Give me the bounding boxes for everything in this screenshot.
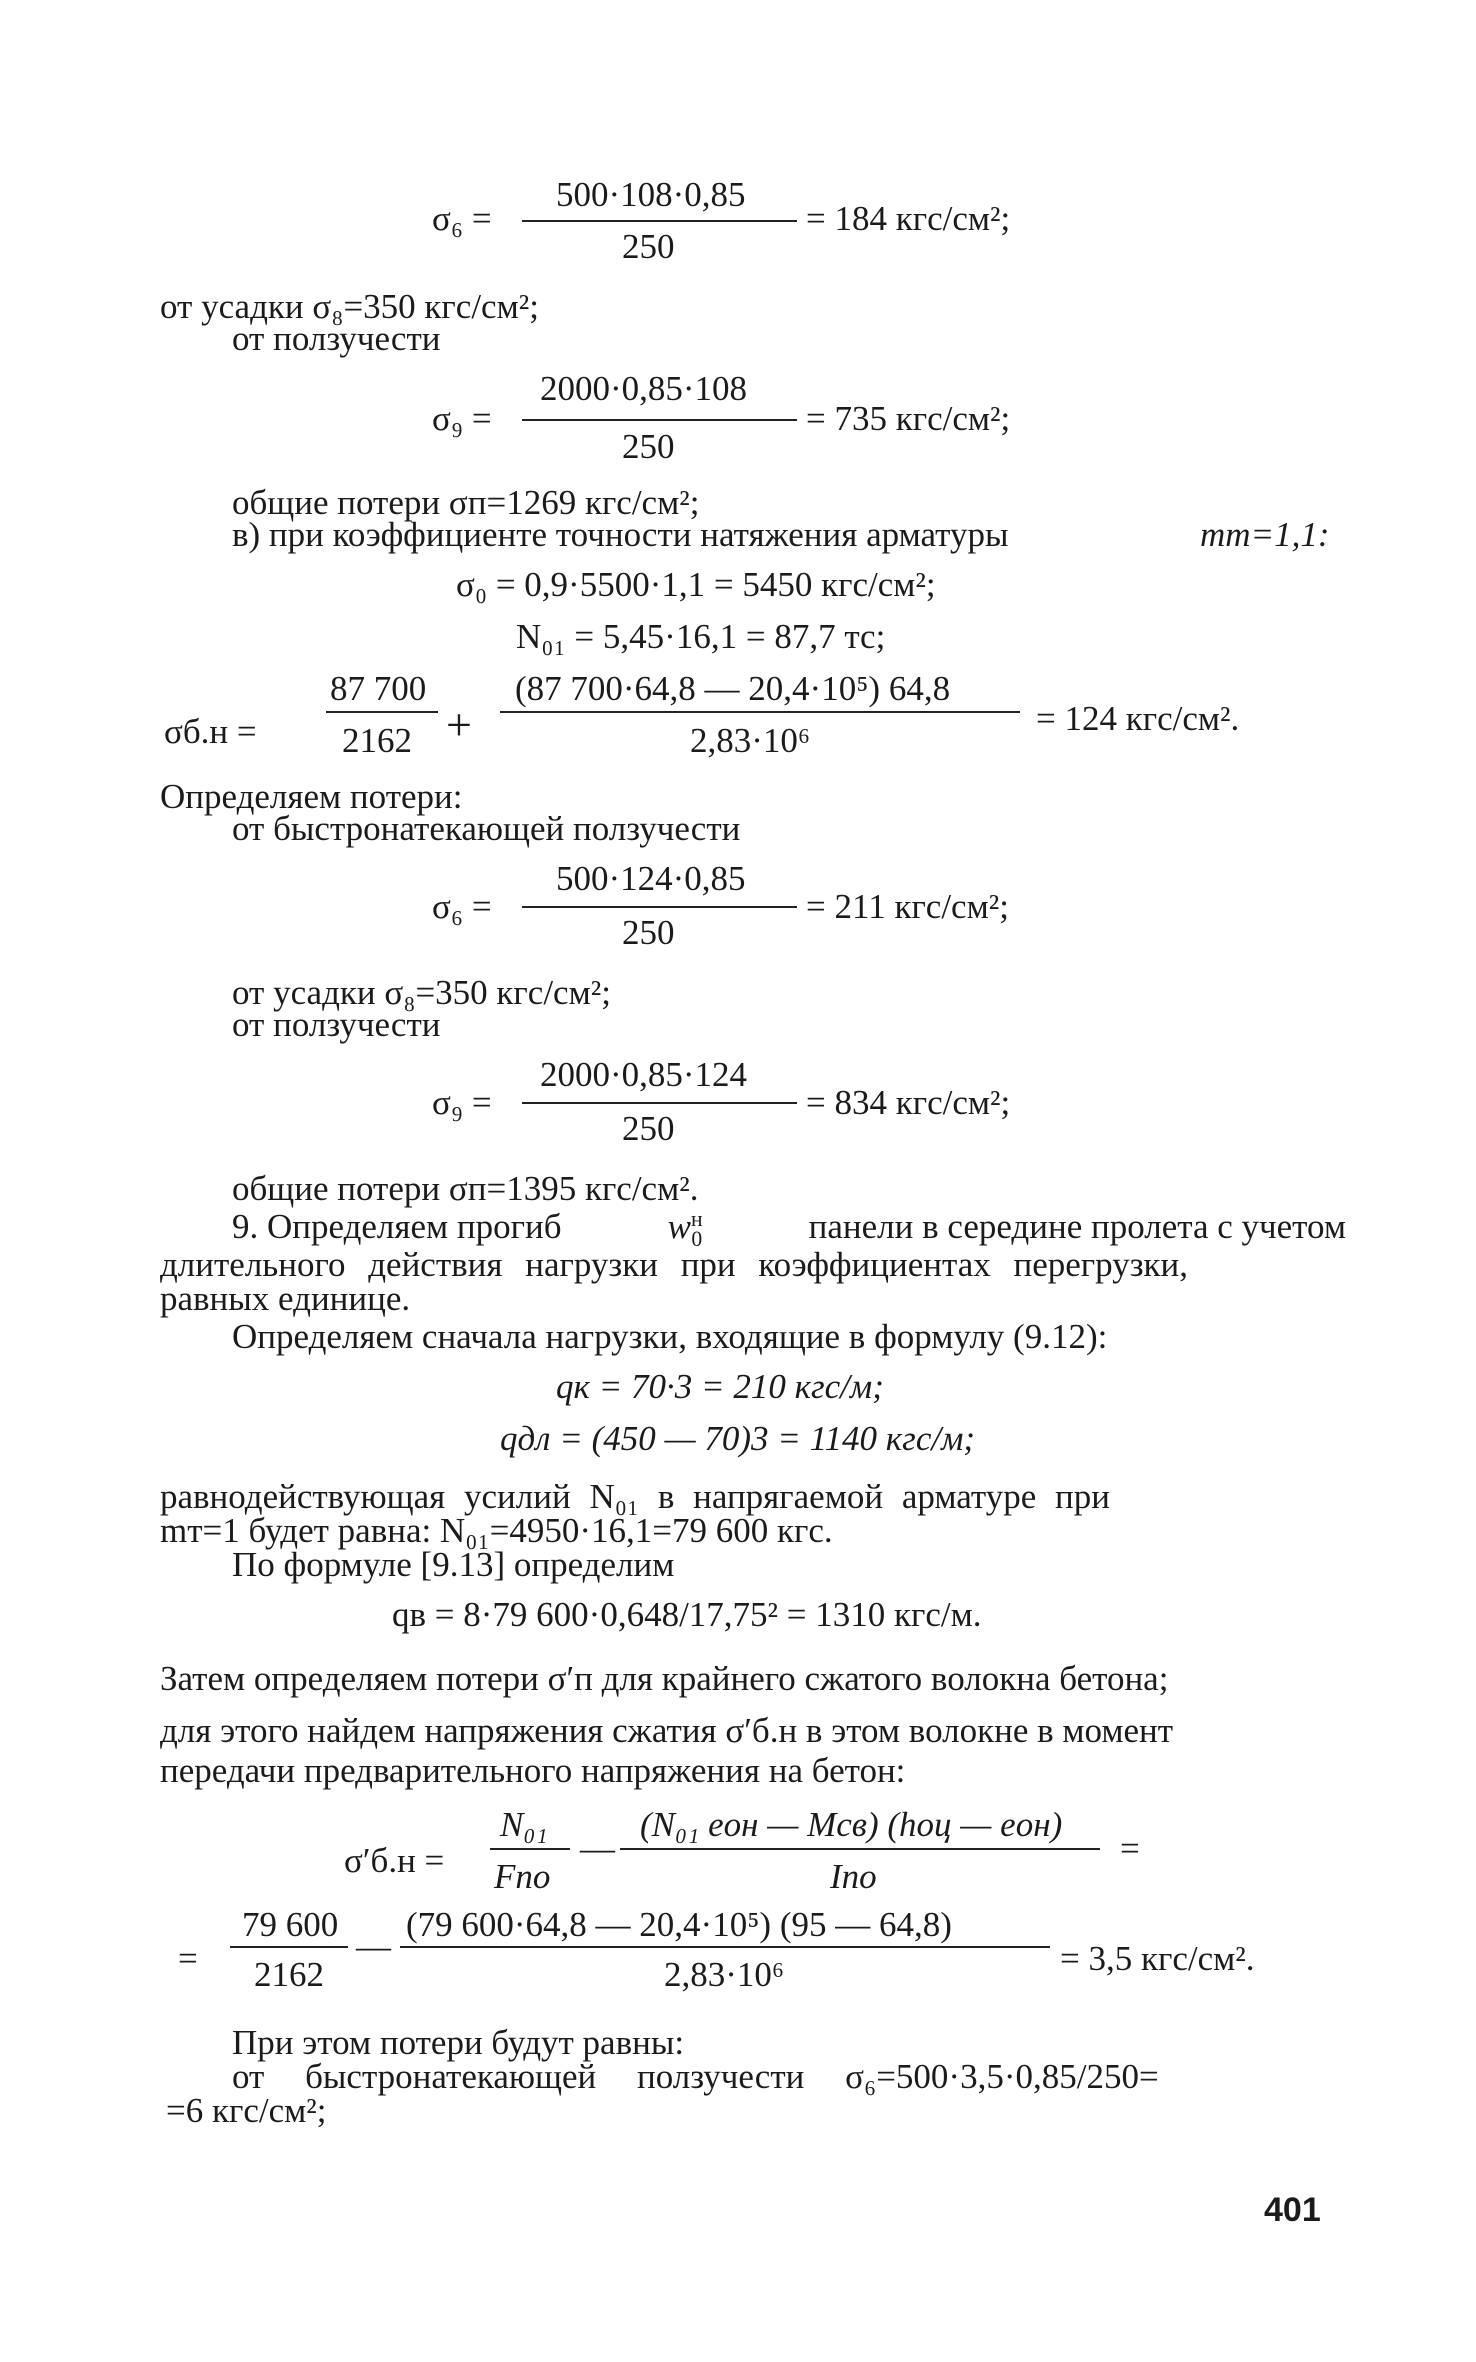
formula-11-denominator-2: Iпо xyxy=(830,1857,877,1896)
formula-9: qдл = (450 — 70)3 = 1140 кгс/м; xyxy=(500,1419,976,1458)
text-ot-bystro-last-1: от быстронатекающей ползучести σ₆=500·3,5·0,85/250= xyxy=(232,2057,1159,2096)
formula-7-bar xyxy=(522,1102,797,1104)
formula-5-numerator-1: 87 700 xyxy=(330,669,427,708)
formula-12-equals: = xyxy=(178,1939,198,1978)
formula-12-minus: — xyxy=(356,1927,391,1966)
text-p9-line-1 xyxy=(232,1208,1346,1250)
formula-12-bar-2 xyxy=(400,1946,1050,1948)
text-opredelyaem-poteri: Определяем потери: xyxy=(160,777,463,816)
formula-11-minus: — xyxy=(580,1829,615,1868)
formula-5-rhs: = 124 кгс/см². xyxy=(1036,699,1240,738)
formula-6-lhs: σ₆ = xyxy=(432,887,492,926)
text-bystronatekayushchey-1: от быстронатекающей ползучести xyxy=(232,809,741,848)
page-number: 401 xyxy=(1264,2191,1321,2229)
formula-1-rhs: = 184 кгс/см²; xyxy=(806,199,1011,238)
text-polzuchesti-1: от ползучести xyxy=(232,319,441,358)
formula-11-equals: = xyxy=(1120,1829,1140,1868)
text-polzuchesti-2: от ползучести xyxy=(232,1005,441,1044)
text-usadka-2: от усадки σ₈=350 кгс/см²; xyxy=(232,973,611,1012)
formula-7-numerator: 2000·0,85·124 xyxy=(540,1055,748,1094)
text-p9-line-2: длительного действия нагрузки при коэффициентах перегрузки, xyxy=(160,1245,1189,1284)
formula-12-denominator-1: 2162 xyxy=(254,1955,324,1994)
formula-11-numerator-1: N₀₁ xyxy=(500,1805,548,1844)
formula-11-numerator-2: (N₀₁ eон — Mсв) (hоц — eон) xyxy=(640,1805,1063,1844)
formula-2-lhs: σ₉ = xyxy=(432,399,492,438)
text-zatem-3: передачи предварительного напряжения на бетон: xyxy=(160,1751,906,1790)
formula-4: N₀₁ = 5,45·16,1 = 87,7 тс; xyxy=(516,617,886,656)
formula-11-bar-1 xyxy=(490,1848,570,1850)
formula-5-bar-2 xyxy=(500,711,1020,713)
formula-7-lhs: σ₉ = xyxy=(432,1083,492,1122)
formula-5-bar-1 xyxy=(326,711,438,713)
text-mt-1-1: mт=1,1: xyxy=(1200,515,1330,554)
formula-7-denominator: 250 xyxy=(622,1109,675,1148)
formula-1-bar xyxy=(522,220,797,222)
formula-12-rhs: = 3,5 кгс/см². xyxy=(1060,1939,1255,1978)
symbol-w0n xyxy=(668,1208,703,1250)
formula-5-denominator-2: 2,83·10⁶ xyxy=(690,721,811,760)
text-p9-suffix: панели в середине пролета с учетом xyxy=(808,1207,1346,1246)
formula-6-denominator: 250 xyxy=(622,913,675,952)
formula-5-lhs: σб.н = xyxy=(164,712,257,751)
formula-12-numerator-1: 79 600 xyxy=(242,1905,339,1944)
text-zatem-1: Затем определяем потери σ′п для крайнего сжатого волокна бетона; xyxy=(160,1659,1169,1698)
symbol-w: w xyxy=(667,1207,691,1246)
formula-2-denominator: 250 xyxy=(622,427,675,466)
formula-11-bar-2 xyxy=(620,1848,1100,1850)
formula-6-rhs: = 211 кгс/см²; xyxy=(806,887,1009,926)
formula-5-denominator-1: 2162 xyxy=(342,721,412,760)
formula-11-lhs: σ′б.н = xyxy=(344,1841,445,1880)
formula-5-plus: + xyxy=(446,699,472,750)
formula-10: qв = 8·79 600·0,648/17,75² = 1310 кгс/м. xyxy=(392,1595,982,1634)
text-zatem-2: для этого найдем напряжения сжатия σ′б.н в этом волокне в момент xyxy=(160,1711,1174,1750)
formula-2-bar xyxy=(522,419,797,421)
formula-2-numerator: 2000·0,85·108 xyxy=(540,369,748,408)
formula-5-numerator-2: (87 700·64,8 — 20,4·10⁵) 64,8 xyxy=(515,669,951,708)
text-pri-etom: При этом потери будут равны: xyxy=(232,2023,685,2062)
formula-12-numerator-2: (79 600·64,8 — 20,4·10⁵) (95 — 64,8) xyxy=(406,1905,952,1944)
formula-1-denominator: 250 xyxy=(622,227,675,266)
text-nagruzki: Определяем сначала нагрузки, входящие в формулу (9.12): xyxy=(232,1317,1108,1356)
formula-7-rhs: = 834 кгс/см²; xyxy=(806,1083,1011,1122)
text-usadka-1: от усадки σ₈=350 кгс/см²; xyxy=(160,287,539,326)
symbol-w-sup: н xyxy=(690,1207,703,1232)
formula-8: qк = 70·3 = 210 кгс/м; xyxy=(556,1367,884,1406)
formula-12-denominator-2: 2,83·10⁶ xyxy=(664,1955,785,1994)
formula-12-bar-1 xyxy=(230,1946,348,1948)
text-p9-prefix: 9. Определяем прогиб xyxy=(232,1207,562,1246)
formula-1-numerator: 500·108·0,85 xyxy=(556,175,746,214)
text-obshie-poteri-1: общие потери σп=1269 кгс/см²; xyxy=(232,483,700,522)
formula-6-numerator: 500·124·0,85 xyxy=(556,859,746,898)
text-obshie-poteri-2: общие потери σп=1395 кгс/см². xyxy=(232,1169,699,1208)
text-ravnodeystvuyushchaya-2: mт=1 будет равна: N₀₁=4950·16,1=79 600 кгс. xyxy=(160,1511,833,1550)
formula-2-rhs: = 735 кгс/см²; xyxy=(806,399,1011,438)
formula-6-bar xyxy=(522,906,797,908)
text-ravnodeystvuyushchaya-1: равнодействующая усилий N₀₁ в напрягаемой арматуре при xyxy=(160,1477,1110,1516)
formula-11-denominator-1: Fпо xyxy=(494,1857,551,1896)
text-po-formule: По формуле [9.13] определим xyxy=(232,1545,675,1584)
symbol-w-sub: 0 xyxy=(691,1226,703,1251)
formula-1-lhs: σ₆ = xyxy=(432,199,492,238)
formula-3: σ₀ = 0,9·5500·1,1 = 5450 кгс/см²; xyxy=(456,565,936,604)
text-ot-bystro-last-2: =6 кгс/см²; xyxy=(166,2091,327,2130)
text-pri-koefficiente: в) при коэффициенте точности натяжения арматуры xyxy=(232,515,1009,554)
text-p9-line-3: равных единице. xyxy=(160,1279,411,1318)
